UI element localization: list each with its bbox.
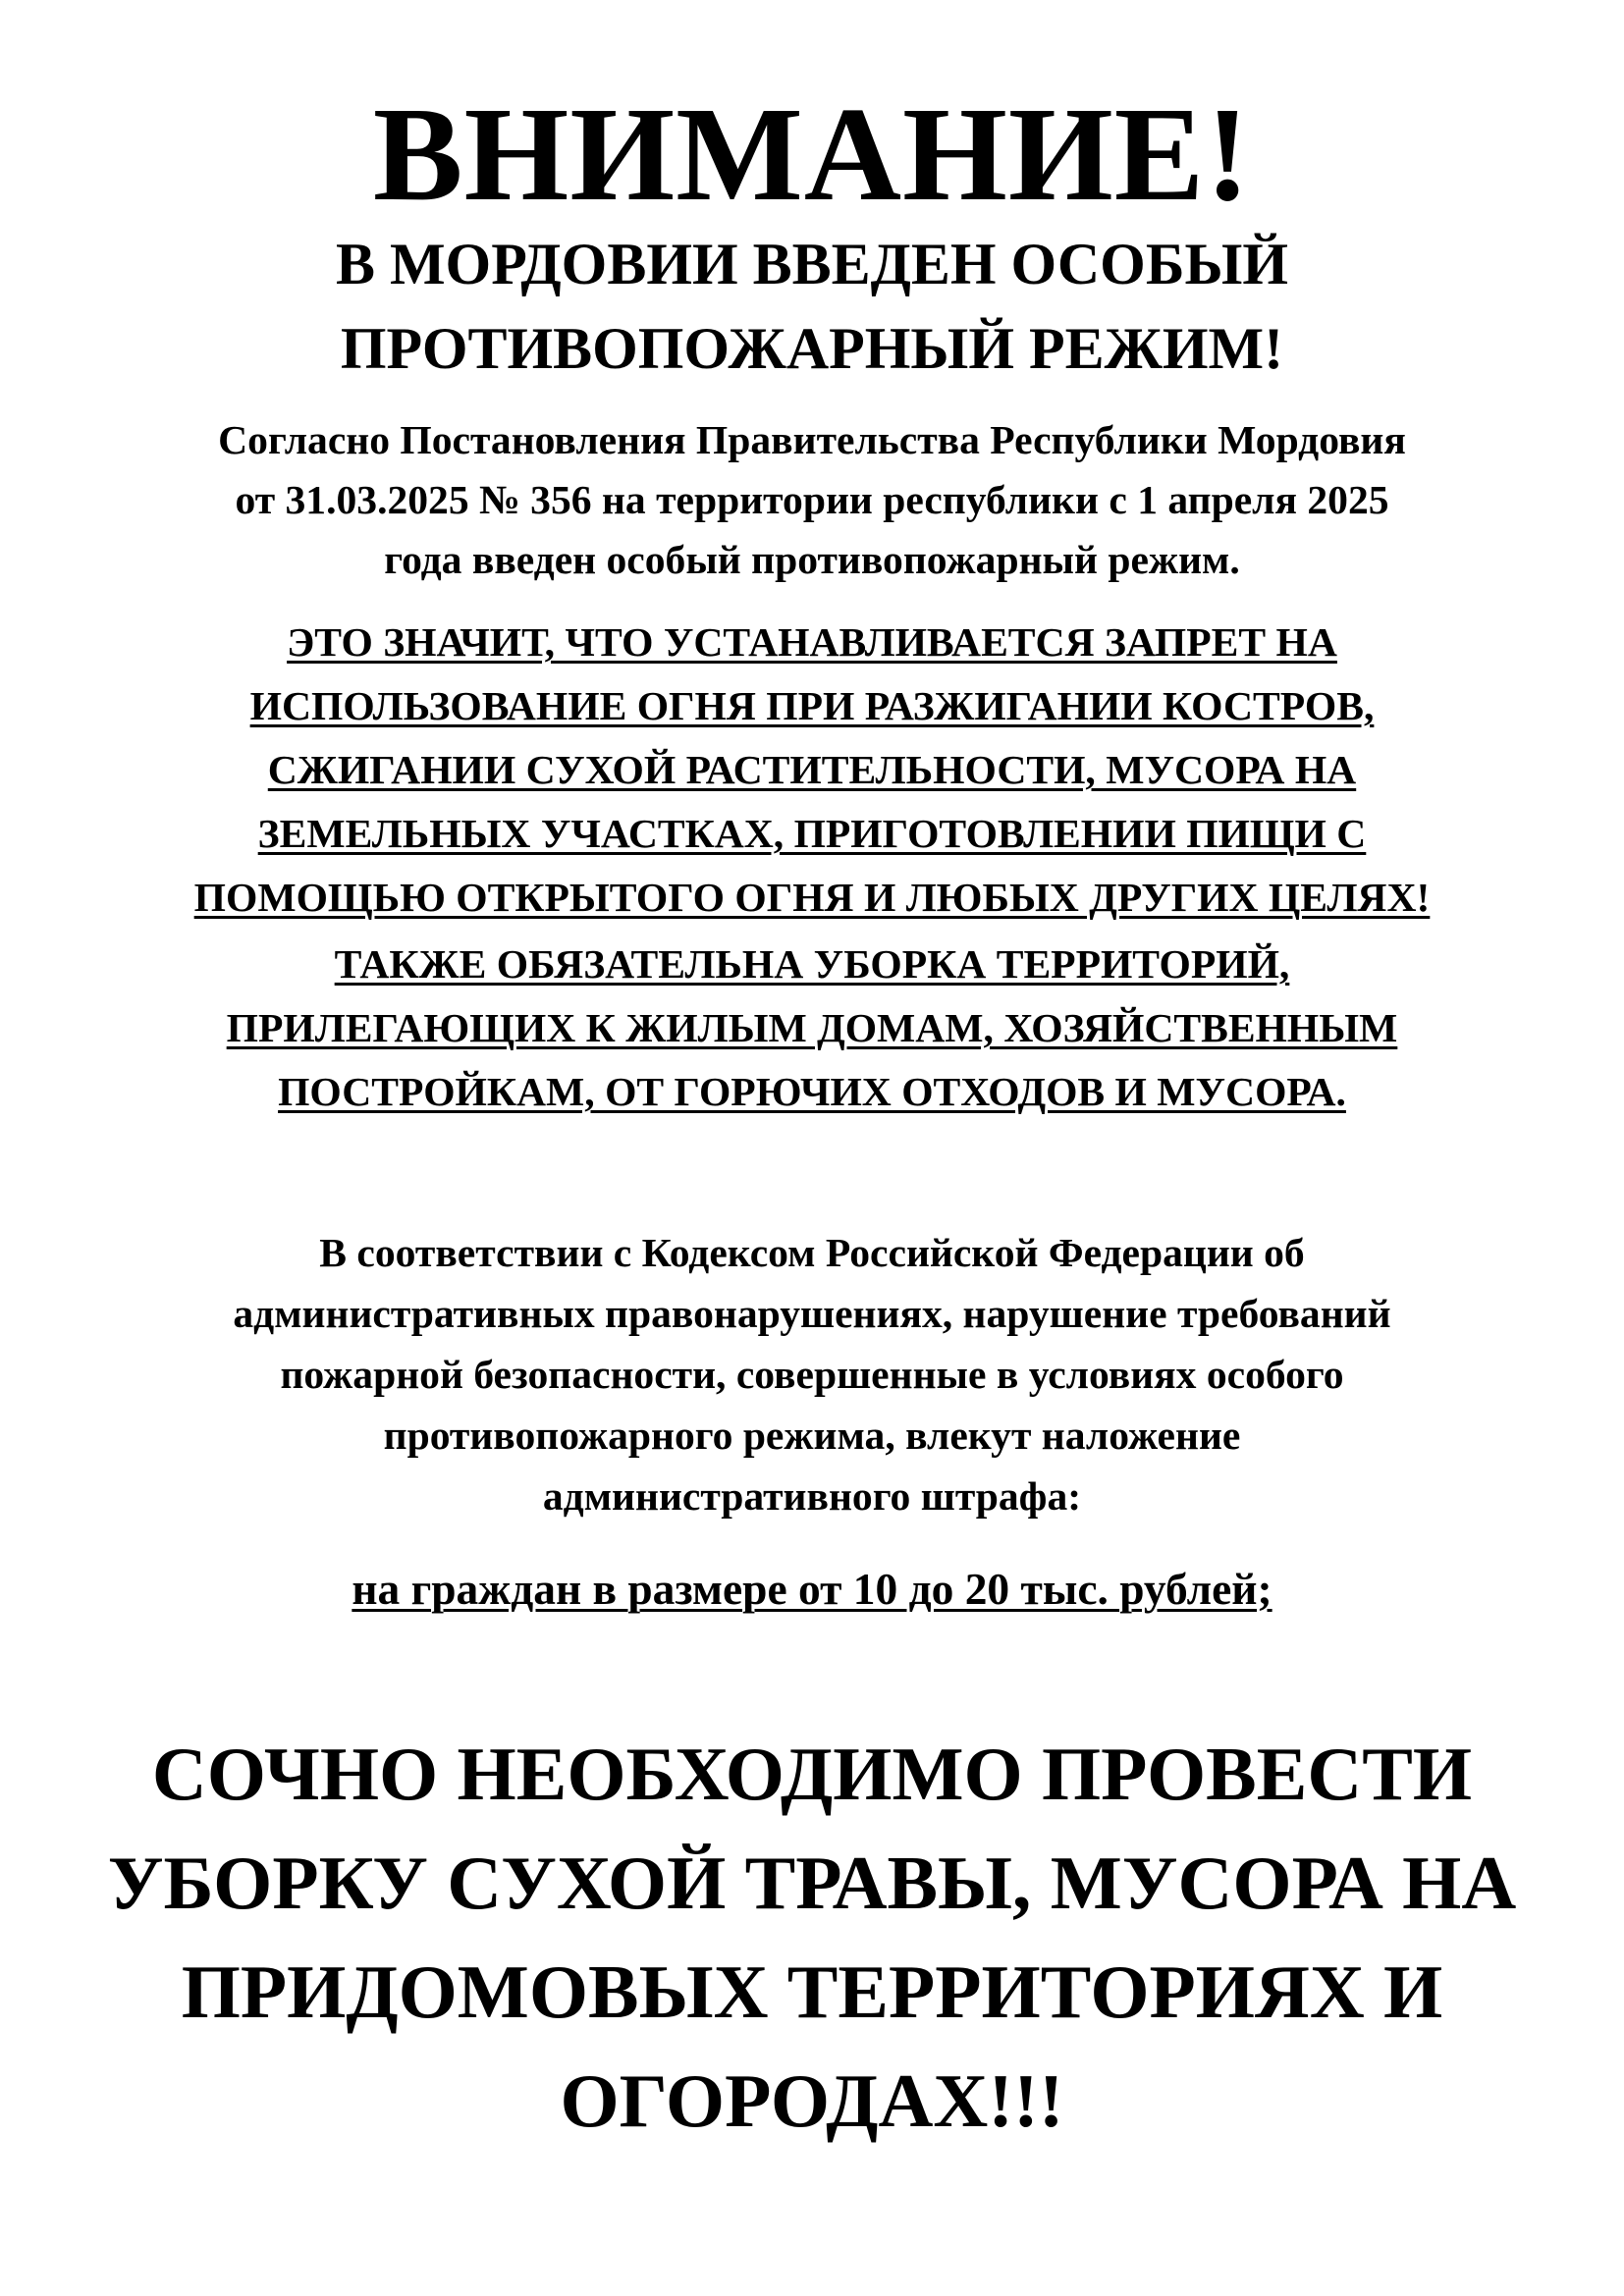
cleanup-paragraph: [0, 933, 1624, 1124]
urgent-line: ПРИДОМОВЫХ ТЕРРИТОРИЯХ И: [181, 1949, 1443, 2034]
koap-line: противопожарного режима, влекут наложение: [383, 1413, 1241, 1458]
decree-line: Согласно Постановления Правительства Республики Мордовия: [218, 417, 1406, 462]
subtitle-line: ПРОТИВОПОЖАРНЫЙ РЕЖИМ!: [340, 316, 1284, 381]
fine-amount-line: на граждан в размере от 10 до 20 тыс. рублей;: [352, 1564, 1272, 1614]
cleanup-line: ТАКЖЕ ОБЯЗАТЕЛЬНА УБОРКА ТЕРРИТОРИЙ,: [334, 941, 1290, 987]
cleanup-line: ПРИЛЕГАЮЩИХ К ЖИЛЫМ ДОМАМ, ХОЗЯЙСТВЕННЫМ: [226, 1005, 1398, 1050]
koap-line: административных правонарушениях, нарушение требований: [233, 1291, 1391, 1336]
fire-ban-paragraph: [0, 611, 1624, 930]
urgent-line: ОГОРОДАХ!!!: [560, 2058, 1064, 2143]
subtitle-line: В МОРДОВИИ ВВЕДЕН ОСОБЫЙ: [335, 232, 1289, 296]
notice-title-text: ВНИМАНИЕ!: [372, 80, 1252, 229]
cleanup-line: ПОСТРОЙКАМ, ОТ ГОРЮЧИХ ОТХОДОВ И МУСОРА.: [278, 1069, 1346, 1114]
urgent-line: УБОРКУ СУХОЙ ТРАВЫ, МУСОРА НА: [107, 1841, 1517, 1925]
decree-line: от 31.03.2025 № 356 на территории республики с 1 апреля 2025: [235, 477, 1389, 522]
decree-paragraph: [0, 410, 1624, 590]
koap-line: административного штрафа:: [542, 1473, 1082, 1519]
urgent-line: СОЧНО НЕОБХОДИМО ПРОВЕСТИ: [151, 1732, 1473, 1816]
fire-ban-line: СЖИГАНИИ СУХОЙ РАСТИТЕЛЬНОСТИ, МУСОРА НА: [267, 747, 1357, 792]
notice-title: [0, 71, 1624, 238]
fine-amount: [0, 1559, 1624, 1620]
koap-paragraph: [0, 1222, 1624, 1526]
fire-ban-line: ИСПОЛЬЗОВАНИЕ ОГНЯ ПРИ РАЗЖИГАНИИ КОСТРОВ,: [249, 683, 1375, 728]
fire-ban-line: ПОМОЩЬЮ ОТКРЫТОГО ОГНЯ И ЛЮБЫХ ДРУГИХ ЦЕЛЯХ!: [193, 875, 1431, 920]
fire-ban-line: ЭТО ЗНАЧИТ, ЧТО УСТАНАВЛИВАЕТСЯ ЗАПРЕТ НА: [287, 619, 1337, 665]
urgent-call-to-action: [0, 1720, 1624, 2156]
fire-ban-line: ЗЕМЕЛЬНЫХ УЧАСТКАХ, ПРИГОТОВЛЕНИИ ПИЩИ С: [257, 811, 1367, 856]
decree-line: года введен особый противопожарный режим.: [384, 537, 1240, 582]
koap-line: пожарной безопасности, совершенные в условиях особого: [280, 1352, 1344, 1397]
koap-line: В соответствии с Кодексом Российской Федерации об: [319, 1230, 1305, 1275]
notice-subtitle: [0, 222, 1624, 391]
